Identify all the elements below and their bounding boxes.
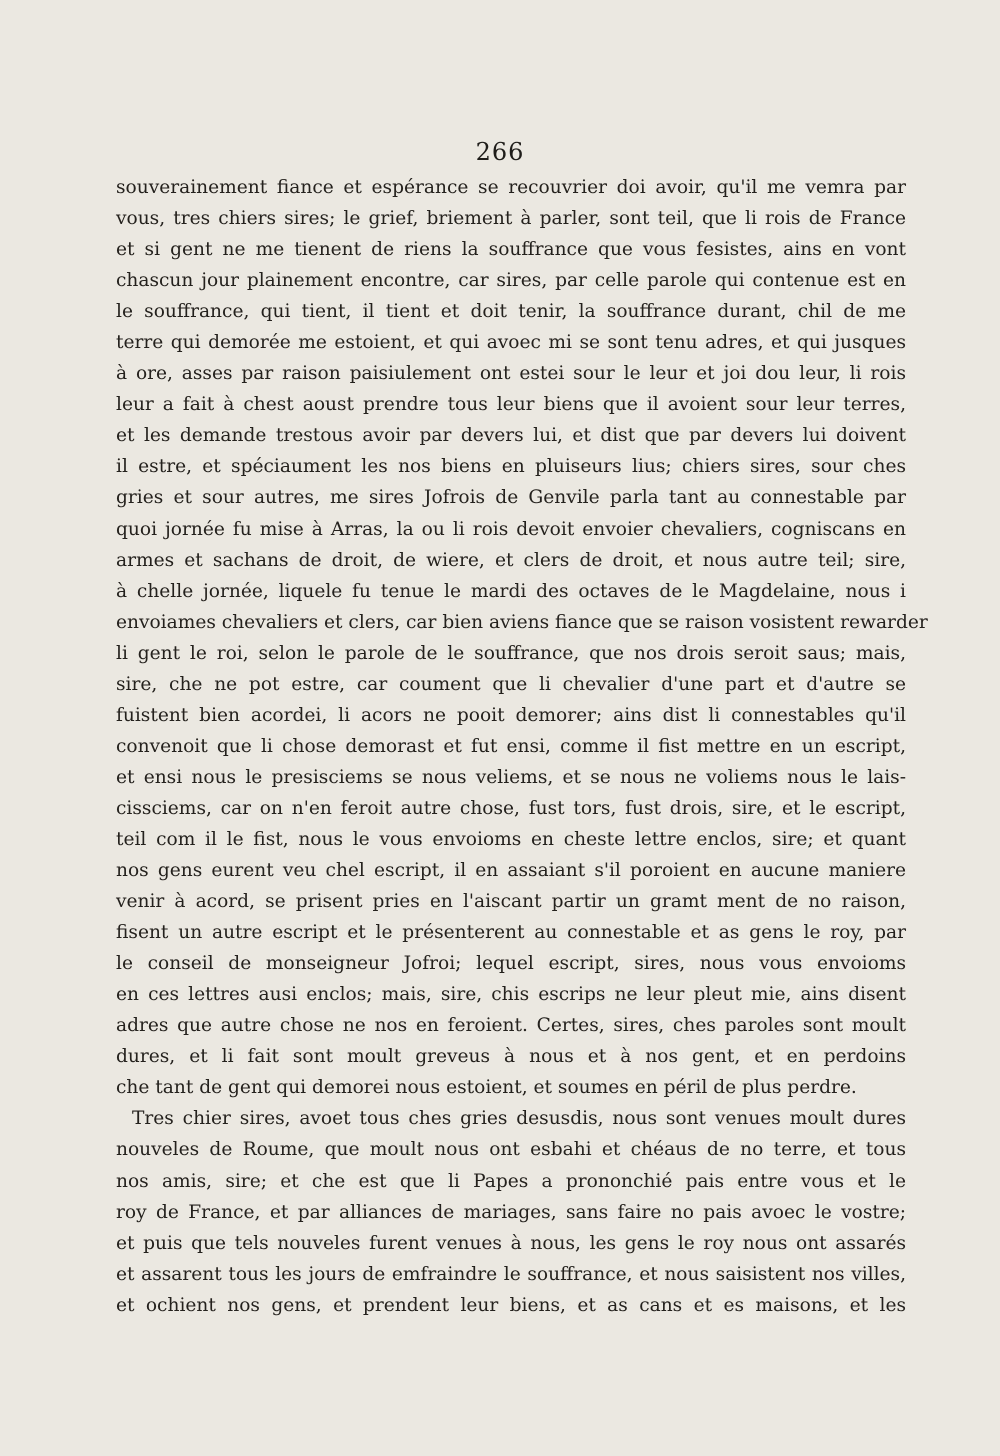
text-line: en ces lettres ausi enclos; mais, sire, chis escrips ne leur pleut mie, ains disent	[116, 984, 906, 1006]
text-line: terre qui demorée me estoient, et qui avoec mi se sont tenu adres, et qui jusques	[116, 332, 906, 354]
body-text	[116, 172, 928, 1321]
text-line: le conseil de monseigneur Jofroi; lequel escript, sires, nous vous envoioms	[116, 953, 906, 975]
text-line: nos amis, sire; et che est que li Papes a prononchié pais entre vous et le	[116, 1170, 906, 1192]
text-line: et ensi nous le presisciems se nous veliems, et se nous ne voliems nous le lais-	[116, 766, 906, 788]
text-line: convenoit que li chose demorast et fut ensi, comme il fist mettre en un escript,	[116, 735, 906, 757]
text-line: chascun jour plainement encontre, car sires, par celle parole qui contenue est en	[116, 270, 906, 292]
text-line: fisent un autre escript et le présenterent au connestable et as gens le roy, par	[116, 922, 906, 944]
text-line: quoi jornée fu mise à Arras, la ou li rois devoit envoier chevaliers, cogniscans en	[116, 518, 906, 540]
text-line: souverainement fiance et espérance se recouvrier doi avoir, qu'il me vemra par	[116, 177, 906, 198]
page-number: 266	[475, 138, 525, 166]
paragraph-end-line: che tant de gent qui demorei nous estoient, et soumes en péril de plus perdre.	[116, 1077, 857, 1099]
text-line: et assarent tous les jours de emfraindre le souffrance, et nous saisistent nos villes,	[116, 1263, 906, 1285]
paragraph-start-line: Tres chier sires, avoet tous ches gries desusdis, nous sont venues moult dures	[132, 1108, 906, 1130]
text-line: à ore, asses par raison paisiulement ont estei sour le leur et joi dou leur, li rois	[116, 363, 906, 385]
text-line: à chelle jornée, liquele fu tenue le mardi des octaves de le Magdelaine, nous i	[116, 580, 906, 602]
text-line: cissciems, car on n'en feroit autre chose, fust tors, fust drois, sire, et le escript,	[116, 797, 906, 819]
text-line: envoiames chevaliers et clers, car bien aviens fiance que se raison vosistent rewarder	[116, 611, 928, 633]
text-line: dures, et li fait sont moult greveus à nous et à nos gent, et en perdoins	[116, 1046, 906, 1068]
text-line: et si gent ne me tienent de riens la souffrance que vous fesistes, ains en vont	[116, 239, 906, 261]
text-line: vous, tres chiers sires; le grief, briement à parler, sont teil, que li rois de France	[116, 208, 906, 230]
text-line: teil com il le fist, nous le vous envoioms en cheste lettre enclos, sire; et quant	[116, 828, 906, 850]
text-line: et ochient nos gens, et prendent leur biens, et as cans et es maisons, et les	[116, 1294, 906, 1316]
text-line: sire, che ne pot estre, car coument que li chevalier d'une part et d'autre se	[116, 673, 906, 695]
text-line: et les demande trestous avoir par devers lui, et dist que par devers lui doivent	[116, 425, 906, 447]
text-line: armes et sachans de droit, de wiere, et clers de droit, et nous autre teil; sire,	[116, 549, 906, 571]
text-line: venir à acord, se prisent pries en l'aiscant partir un gramt ment de no raison,	[116, 891, 906, 913]
text-line: nouveles de Roume, que moult nous ont esbahi et chéaus de no terre, et tous	[116, 1139, 906, 1161]
text-line: li gent le roi, selon le parole de le souffrance, que nos drois seroit saus; mais,	[116, 642, 906, 664]
text-line: et puis que tels nouveles furent venues à nous, les gens le roy nous ont assarés	[116, 1232, 906, 1254]
text-line: nos gens eurent veu chel escript, il en assaiant s'il poroient en aucune maniere	[116, 860, 906, 882]
text-line: leur a fait à chest aoust prendre tous leur biens que il avoient sour leur terres,	[116, 394, 906, 416]
text-line: le souffrance, qui tient, il tient et doit tenir, la souffrance durant, chil de me	[116, 301, 906, 323]
text-line: adres que autre chose ne nos en feroient. Certes, sires, ches paroles sont moult	[116, 1015, 906, 1037]
text-line: il estre, et spéciaument les nos biens en pluiseurs lius; chiers sires, sour ches	[116, 456, 906, 478]
text-line: gries et sour autres, me sires Jofrois de Genvile parla tant au connestable par	[116, 487, 906, 509]
text-line: roy de France, et par alliances de mariages, sans faire no pais avoec le vostre;	[116, 1201, 906, 1223]
text-line: fuistent bien acordei, li acors ne pooit demorer; ains dist li connestables qu'il	[116, 704, 906, 726]
